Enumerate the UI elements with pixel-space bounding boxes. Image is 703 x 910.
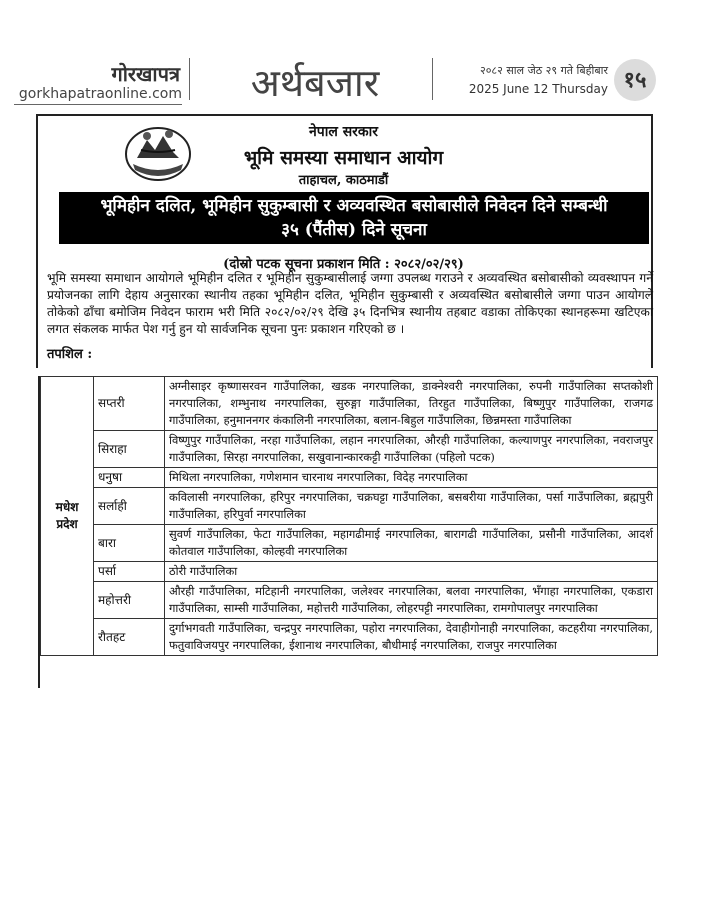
newspaper-logo-text: गोरखापत्र <box>111 62 180 86</box>
commission-title: भूमि समस्या समाधान आयोग <box>243 147 444 169</box>
page-number: १५ <box>614 59 656 101</box>
table-row <box>41 377 658 431</box>
municipalities-cell: सुवर्ण गाउँपालिका, फेटा गाउँपालिका, महागढीमाई नगरपालिका, बारागढी गाउँपालिका, प्रसौनी गाउँपालिका, आदर्श कोतवाल गाउँपालिका, कोल्हवी नगरपालिका <box>165 525 658 562</box>
section-title: अर्थबजार <box>250 61 380 105</box>
table-row <box>41 562 658 582</box>
district-cell: पर्सा <box>94 562 165 582</box>
district-cell: सिराहा <box>94 431 165 468</box>
masthead <box>0 0 703 110</box>
district-cell: सर्लाही <box>94 488 165 525</box>
district-cell: धनुषा <box>94 468 165 488</box>
government-title: नेपाल सरकार <box>308 124 378 140</box>
district-cell: महोत्तरी <box>94 582 165 619</box>
municipalities-cell: दुर्गाभगवती गाउँपालिका, चन्द्रपुर नगरपालिका, पहोरा नगरपालिका, देवाहीगोनाही नगरपालिका, कटहरीया नगरपालिका, फतुवाविजयपुर नगरपालिका, ईशानाथ नगरपालिका, बौधीमाई नगरपालिका, राजपुर नगरपालिका <box>165 619 658 656</box>
district-table <box>40 376 658 656</box>
brand-underline <box>14 104 182 105</box>
table-row <box>41 582 658 619</box>
municipalities-cell: अग्नीसाइर कृष्णासरवन गाउँपालिका, खडक नगरपालिका, डाक्नेश्वरी नगरपालिका, रुपनी गाउँपालिका सप्तकोशी नगरपालिका, शम्भुनाथ नगरपालिका, सुरुङ्गा गाउँपालिका, तिरहुत गाउँपालिका, बिष्णुपुर गाउँपालिका, राजगढ गाउँपालिका, हनुमाननगर कंकालिनी नगरपालिका, बलान-बिहुल गाउँपालिका, छिन्नमस्ता गाउँपालिका <box>165 377 658 431</box>
table-row <box>41 431 658 468</box>
table-row <box>41 488 658 525</box>
divider <box>432 58 433 100</box>
municipalities-cell: कविलासी नगरपालिका, हरिपुर नगरपालिका, चक्रघट्टा गाउँपालिका, बसबरीया गाउँपालिका, पर्सा गाउँपालिका, ब्रह्मपुरी गाउँपालिका, हरिपुर्वा नगरपालिका <box>165 488 658 525</box>
district-cell: रौतहट <box>94 619 165 656</box>
notice-body: भूमि समस्या समाधान आयोगले भूमिहीन दलित र भूमिहीन सुकुम्बासीलाई जग्गा उपलब्ध गराउने र अव्यवस्थित बसोबासीको व्यवस्थापन गर्ने प्रयोजनका लागि देहाय अनुसारका स्थानीय तहका भूमिहीन दलित, भूमिहीन सुकुम्बासी र अव्यवस्थित बसोबासीले जग्गा पाउन आयोगले तोकेको ढाँचा बमोजिम निवेदन फाराम भरी मिति २०८२/०२/२९ देखि ३५ दिनभित्र स्थानीय तहबाट वडाका तोकिएका स्थानहरूमा खटिएका लगत संकलक मार्फत पेश गर्नु हुन यो सार्वजनिक सूचना पुनः प्रकाशन गरिएको छ । <box>47 271 653 336</box>
details-heading: तपशिल : <box>47 347 93 362</box>
divider <box>189 58 190 100</box>
district-table-container <box>38 376 660 688</box>
notice-banner <box>59 192 649 244</box>
date-nepali: २०८२ साल जेठ २९ गते बिहीबार <box>479 64 608 77</box>
municipalities-cell: मिथिला नगरपालिका, गणेशमान चारनाथ नगरपालिका, विदेह नगरपालिका <box>165 468 658 488</box>
table-row <box>41 619 658 656</box>
table-row <box>41 525 658 562</box>
date-block <box>436 63 608 96</box>
publication-date: (दोस्रो पटक सूचना प्रकाशन मिति : २०८२/०२/२९) <box>223 257 464 272</box>
public-notice <box>33 112 654 370</box>
municipalities-cell: विष्णुपुर गाउँपालिका, नरहा गाउँपालिका, लहान नगरपालिका, औरही गाउँपालिका, कल्याणपुर नगरपालिका, नवराजपुर गाउँपालिका, सिरहा नगरपालिका, सखुवानान्कारकट्टी गाउँपालिका (पहिलो पटक) <box>165 431 658 468</box>
date-english: 2025 June 12 Thursday <box>468 82 608 96</box>
municipalities-cell: ठोरी गाउँपालिका <box>165 562 658 582</box>
province-cell: मधेश प्रदेश <box>41 377 94 656</box>
banner-line-2: ३५ (पैंतीस) दिने सूचना <box>281 220 427 240</box>
district-cell: बारा <box>94 525 165 562</box>
municipalities-cell: औरही गाउँपालिका, मटिहानी नगरपालिका, जलेश्वर नगरपालिका, बलवा नगरपालिका, भँगाहा नगरपालिका, एकडारा गाउँपालिका, साम्सी गाउँपालिका, महोत्तरी गाउँपालिका, लोहरपट्टी नगरपालिका, रामगोपालपुर नगरपालिका <box>165 582 658 619</box>
table-row <box>41 468 658 488</box>
district-cell: सप्तरी <box>94 377 165 431</box>
commission-location: ताहाचल, काठमाडौं <box>298 173 389 188</box>
banner-line-1: भूमिहीन दलित, भूमिहीन सुकुम्बासी र अव्यवस्थित बसोबासीले निवेदन दिने सम्बन्धी <box>100 196 608 216</box>
website-link[interactable]: gorkhapatraonline.com <box>18 86 182 102</box>
